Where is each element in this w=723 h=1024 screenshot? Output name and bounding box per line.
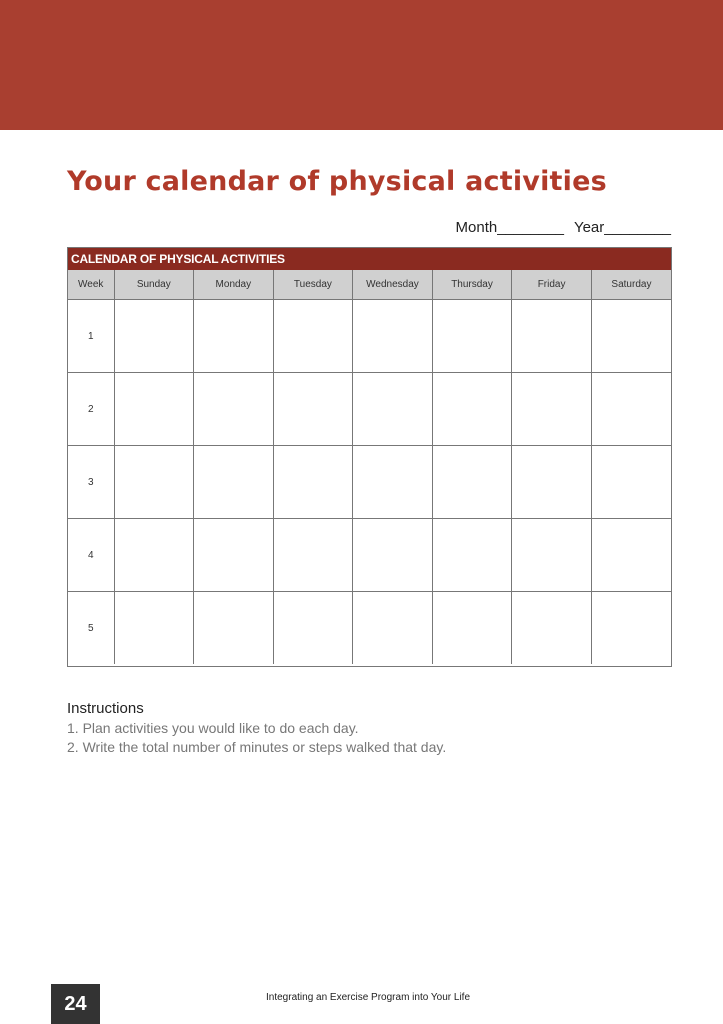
calendar-header: CALENDAR OF PHYSICAL ACTIVITIES [68,248,671,270]
day-cell-wednesday[interactable] [353,592,433,665]
week-number-cell: 1 [68,300,114,373]
day-cell-tuesday[interactable] [273,373,353,446]
instructions-title: Instructions [67,700,144,717]
day-cell-friday[interactable] [512,373,592,446]
column-header-wednesday: Wednesday [353,270,433,300]
column-header-friday: Friday [512,270,592,300]
week-row [68,446,671,519]
day-cell-sunday[interactable] [114,300,194,373]
day-cell-sunday[interactable] [114,592,194,665]
day-cell-monday[interactable] [194,519,274,592]
year-label: Year________ [573,219,671,236]
day-cell-thursday[interactable] [432,446,512,519]
calendar-table [68,270,671,664]
day-cell-thursday[interactable] [432,592,512,665]
day-cell-wednesday[interactable] [353,300,433,373]
week-row [68,519,671,592]
week-number-cell: 5 [68,592,114,665]
day-cell-friday[interactable] [512,592,592,665]
day-cell-monday[interactable] [194,300,274,373]
day-cell-saturday[interactable] [591,300,671,373]
instruction-item: 1. Plan activities you would like to do each day. [67,720,359,736]
week-row [68,592,671,665]
day-cell-monday[interactable] [194,373,274,446]
month-year-line [456,219,671,236]
day-cell-tuesday[interactable] [273,592,353,665]
month-label: Month________ [455,219,564,236]
day-cell-sunday[interactable] [114,446,194,519]
column-header-tuesday: Tuesday [273,270,353,300]
day-cell-wednesday[interactable] [353,519,433,592]
day-cell-thursday[interactable] [432,300,512,373]
day-cell-saturday[interactable] [591,446,671,519]
footer-text: Integrating an Exercise Program into Your Life [266,992,471,1003]
column-header-sunday: Sunday [114,270,194,300]
day-cell-saturday[interactable] [591,373,671,446]
instructions [67,700,446,758]
column-header-saturday: Saturday [591,270,671,300]
column-header-monday: Monday [194,270,274,300]
day-cell-monday[interactable] [194,446,274,519]
day-cell-thursday[interactable] [432,373,512,446]
day-cell-tuesday[interactable] [273,300,353,373]
day-cell-friday[interactable] [512,446,592,519]
column-header-row [68,270,671,300]
header-band [0,0,723,130]
instruction-item: 2. Write the total number of minutes or steps walked that day. [67,739,447,755]
column-header-week: Week [68,270,114,300]
day-cell-sunday[interactable] [114,519,194,592]
day-cell-wednesday[interactable] [353,373,433,446]
week-number-cell: 3 [68,446,114,519]
week-row [68,373,671,446]
week-row [68,300,671,373]
day-cell-sunday[interactable] [114,373,194,446]
day-cell-monday[interactable] [194,592,274,665]
day-cell-tuesday[interactable] [273,446,353,519]
page-number: 24 [51,984,100,1024]
day-cell-friday[interactable] [512,519,592,592]
day-cell-saturday[interactable] [591,519,671,592]
column-header-thursday: Thursday [432,270,512,300]
day-cell-wednesday[interactable] [353,446,433,519]
day-cell-tuesday[interactable] [273,519,353,592]
activity-calendar [67,247,672,667]
week-number-cell: 2 [68,373,114,446]
day-cell-thursday[interactable] [432,519,512,592]
page-title: Your calendar of physical activities [67,166,607,197]
week-number-cell: 4 [68,519,114,592]
day-cell-friday[interactable] [512,300,592,373]
day-cell-saturday[interactable] [591,592,671,665]
